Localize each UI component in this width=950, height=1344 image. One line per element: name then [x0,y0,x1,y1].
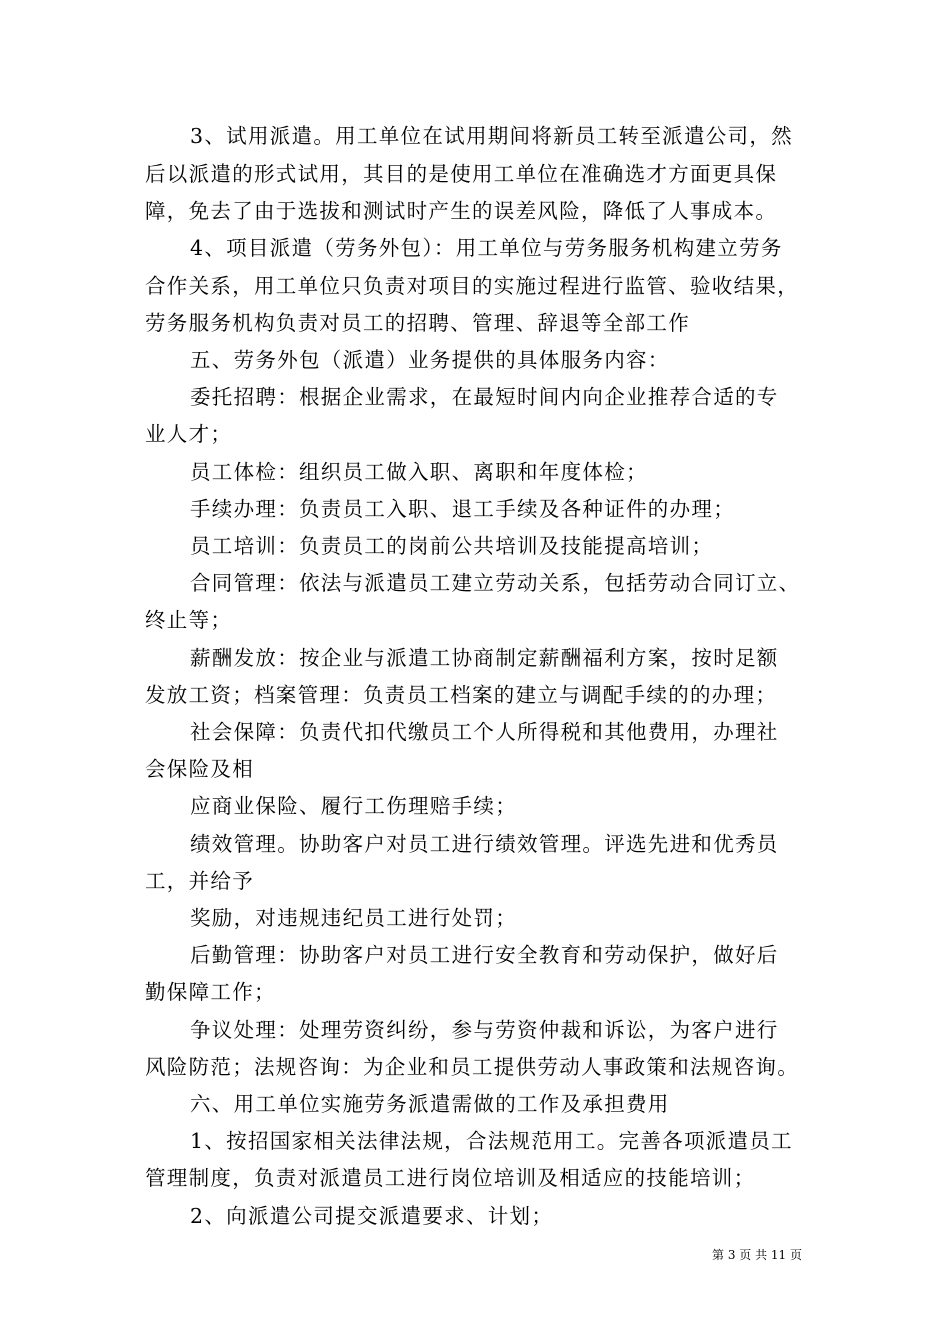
text-line: 委托招聘：根据企业需求，在最短时间内向企业推荐合适的专 [190,385,779,409]
text-line: 绩效管理。协助客户对员工进行绩效管理。评选先进和优秀员 [190,832,779,856]
text-line: 合同管理：依法与派遣员工建立劳动关系，包括劳动合同订立、 [190,571,801,595]
text-line: 应商业保险、履行工伤理赔手续； [190,794,517,818]
text-line: 社会保障：负责代扣代缴员工个人所得税和其他费用，办理社 [190,720,779,744]
text-line: 终止等； [145,608,233,632]
text-line: 管理制度，负责对派遣员工进行岗位培训及相适应的技能培训； [145,1166,756,1190]
text-line: 4、项目派遣（劳务外包）：用工单位与劳务服务机构建立劳务 [190,236,783,260]
text-line: 会保险及相 [145,757,254,781]
page-number: 第 3 页 共 11 页 [712,1248,802,1262]
text-line: 风险防范；法规咨询：为企业和员工提供劳动人事政策和法规咨询。 [145,1055,799,1079]
text-line: 3、试用派遣。用工单位在试用期间将新员工转至派遣公司，然 [190,124,793,148]
text-line: 员工体检：组织员工做入职、离职和年度体检； [190,460,648,484]
text-line: 业人才； [145,422,233,446]
text-line: 后勤管理：协助客户对员工进行安全教育和劳动保护，做好后 [190,943,779,967]
section-heading: 六、用工单位实施劳务派遣需做的工作及承担费用 [190,1092,670,1116]
text-line: 薪酬发放：按企业与派遣工协商制定薪酬福利方案，按时足额 [190,646,779,670]
text-line: 2、向派遣公司提交派遣要求、计划； [190,1204,554,1228]
text-line: 1、按招国家相关法律法规，合法规范用工。完善各项派遣员工 [190,1129,793,1153]
text-line: 勤保障工作； [145,980,276,1004]
text-line: 奖励，对违规违纪员工进行处罚； [190,906,517,930]
text-line: 工，并给予 [145,869,254,893]
text-line: 争议处理：处理劳资纠纷，参与劳资仲裁和诉讼，为客户进行 [190,1018,779,1042]
text-line: 后以派遣的形式试用，其目的是使用工单位在准确选才方面更具保 [145,162,778,186]
section-heading: 五、劳务外包（派遣）业务提供的具体服务内容： [190,348,670,372]
text-line: 障，免去了由于选拔和测试时产生的误差风险，降低了人事成本。 [145,199,778,223]
text-line: 合作关系，用工单位只负责对项目的实施过程进行监管、验收结果， [145,274,799,298]
text-line: 员工培训：负责员工的岗前公共培训及技能提高培训； [190,534,714,558]
text-line: 发放工资；档案管理：负责员工档案的建立与调配手续的的办理； [145,683,778,707]
text-line: 手续办理：负责员工入职、退工手续及各种证件的办理； [190,497,735,521]
text-line: 劳务服务机构负责对员工的招聘、管理、辞退等全部工作 [145,311,690,335]
